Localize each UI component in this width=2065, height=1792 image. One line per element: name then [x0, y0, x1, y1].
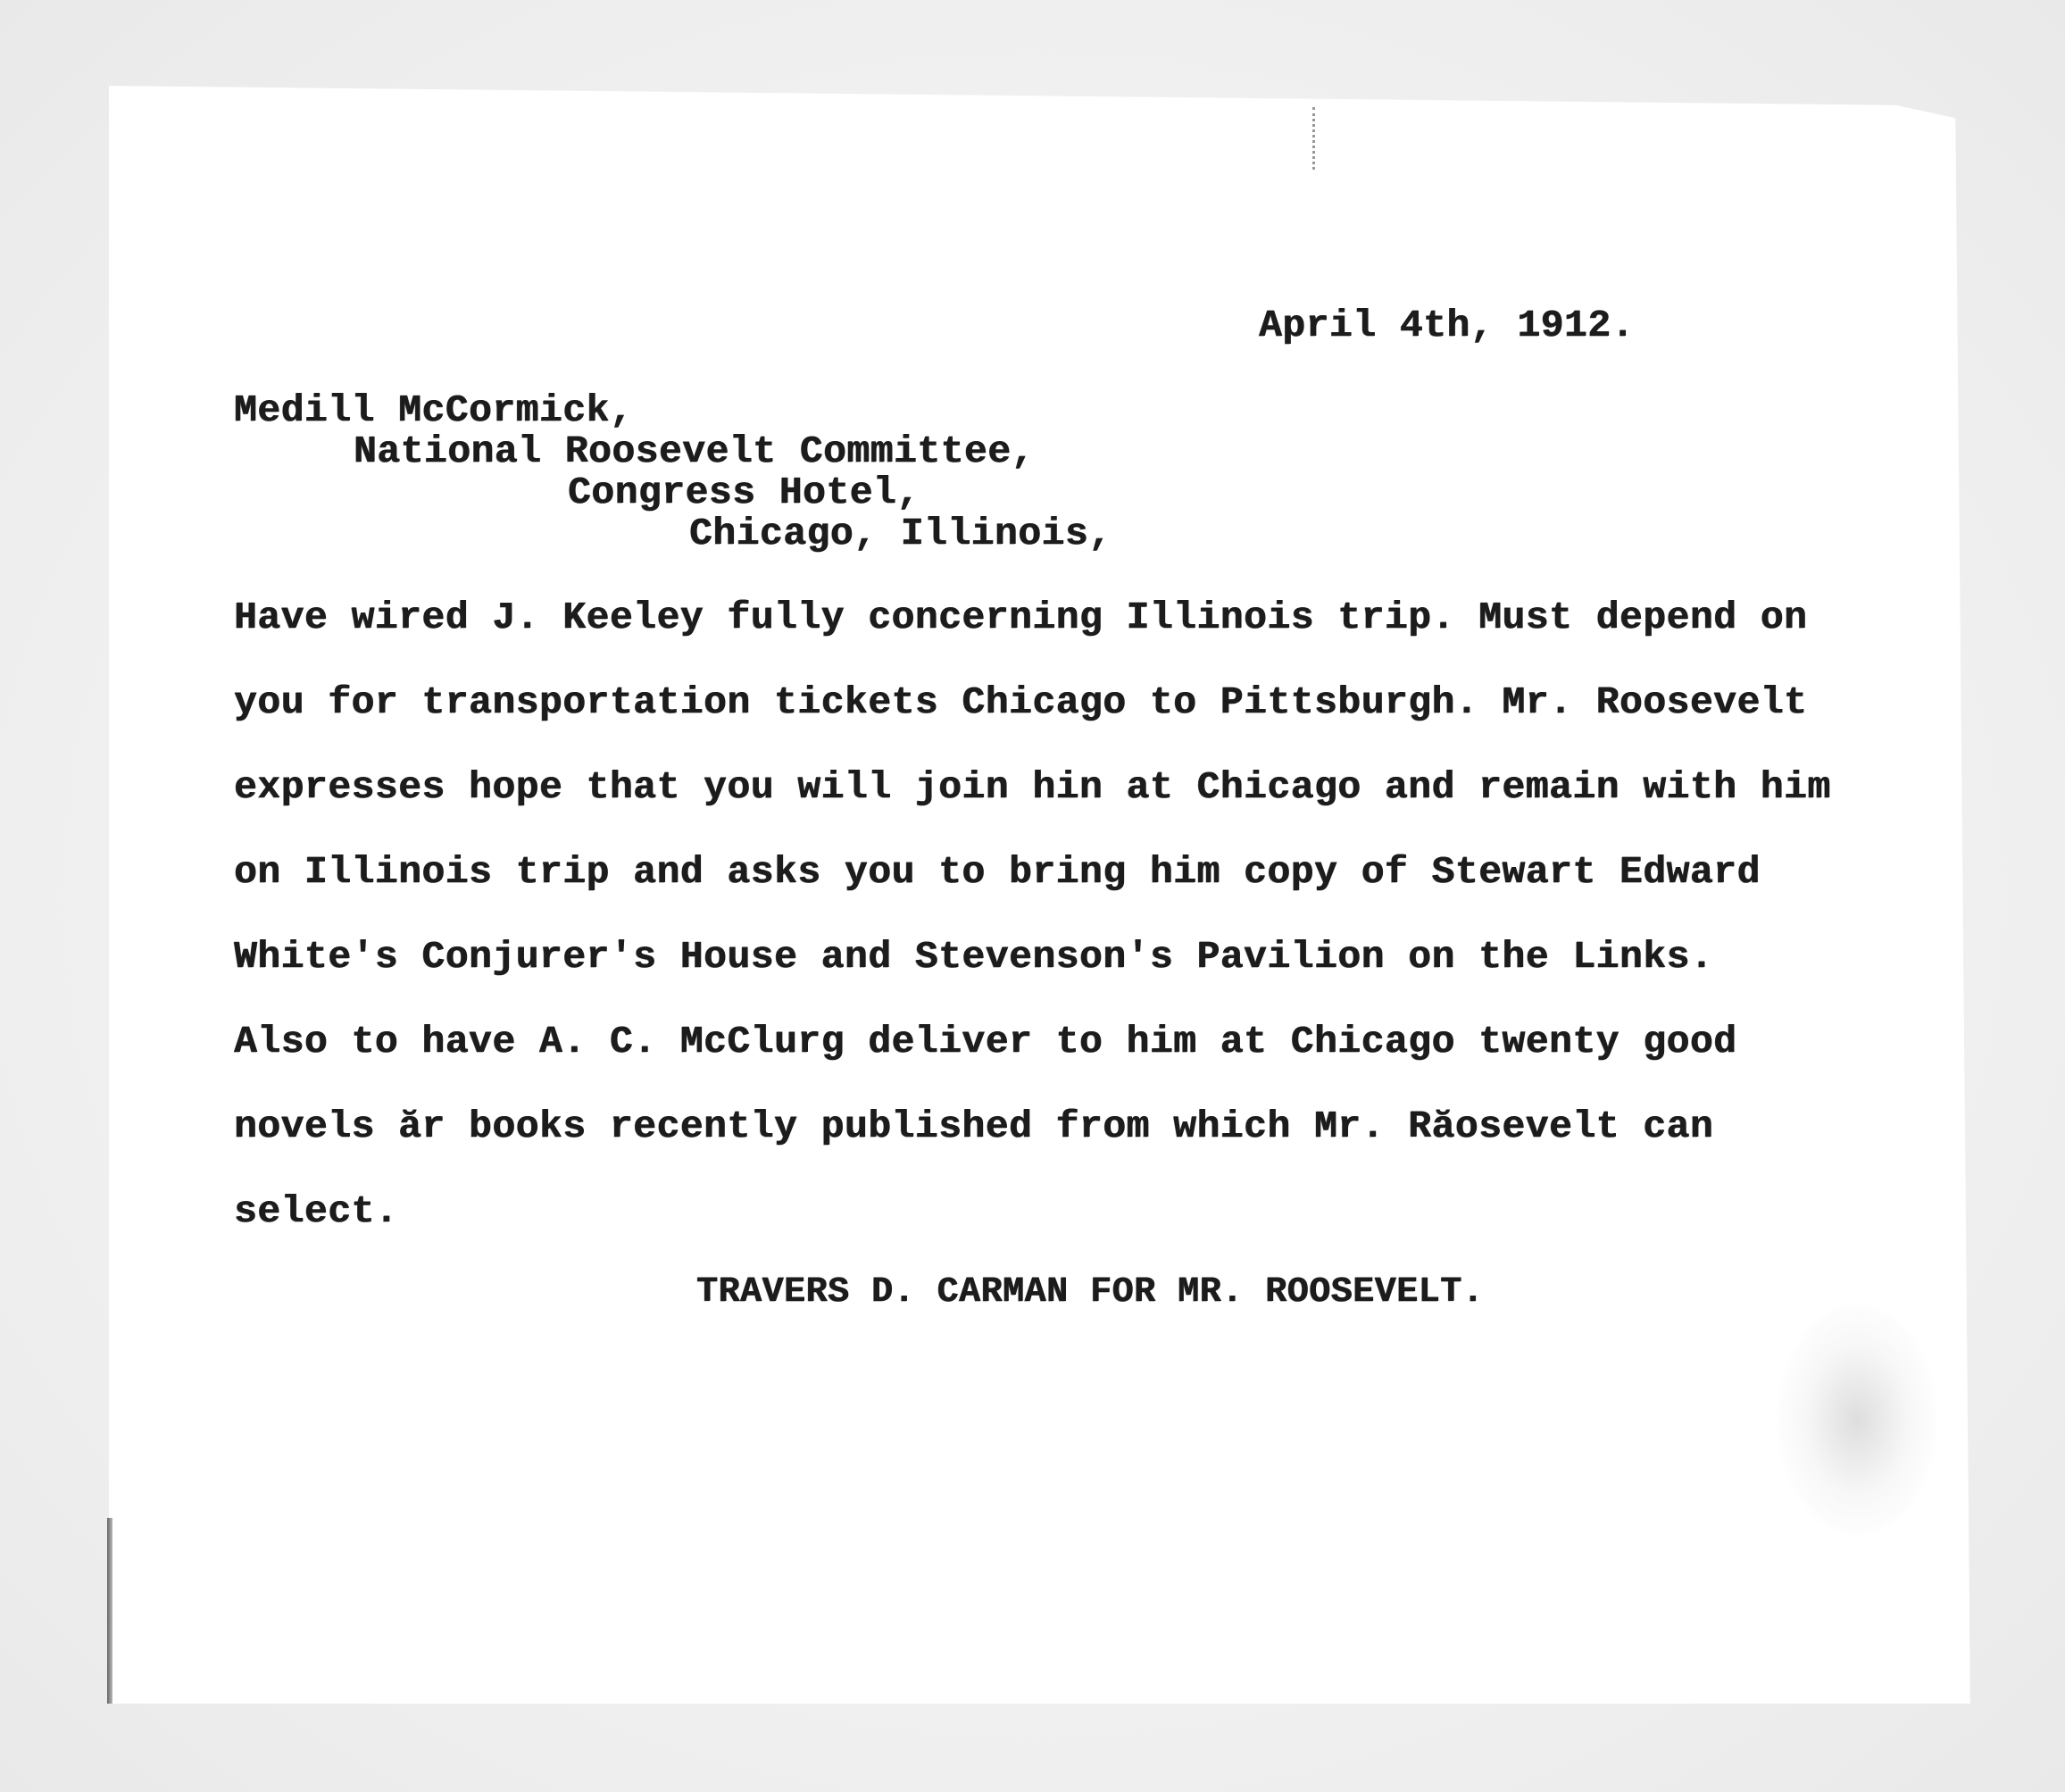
body-line: on Illinois trip and asks you to bring him copy of Stewart Edward: [234, 850, 1761, 894]
body-line: novels ăr books recently published from which Mr. Răosevelt can: [234, 1104, 1714, 1148]
body-line: Also to have A. C. McClurg deliver to him at Chicago twenty good: [234, 1020, 1737, 1063]
body-line: select.: [234, 1189, 399, 1233]
recipient-name: Medill McCormick,: [234, 388, 634, 432]
recipient-organization: National Roosevelt Committee,: [354, 429, 1035, 473]
paper-smudge: [1777, 1304, 1937, 1536]
recipient-hotel: Congress Hotel,: [568, 471, 920, 514]
body-line: you for transportation tickets Chicago to Pittsburgh. Mr. Roosevelt: [234, 680, 1808, 724]
signature-line: TRAVERS D. CARMAN FOR MR. ROOSEVELT.: [696, 1272, 1485, 1313]
body-line: Have wired J. Keeley fully concerning Illinois trip. Must depend on: [234, 596, 1808, 639]
letter-paper: [109, 86, 1970, 1704]
recipient-city: Chicago, Illinois,: [689, 512, 1112, 555]
letter-date: April 4th, 1912.: [1259, 304, 1635, 347]
fold-marks: [1312, 107, 1319, 170]
body-line: expresses hope that you will join hin at Chicago and remain with him: [234, 765, 1831, 809]
body-line: White's Conjurer's House and Stevenson's Pavilion on the Links.: [234, 935, 1714, 979]
paper-shadow-edge: [107, 1518, 112, 1704]
